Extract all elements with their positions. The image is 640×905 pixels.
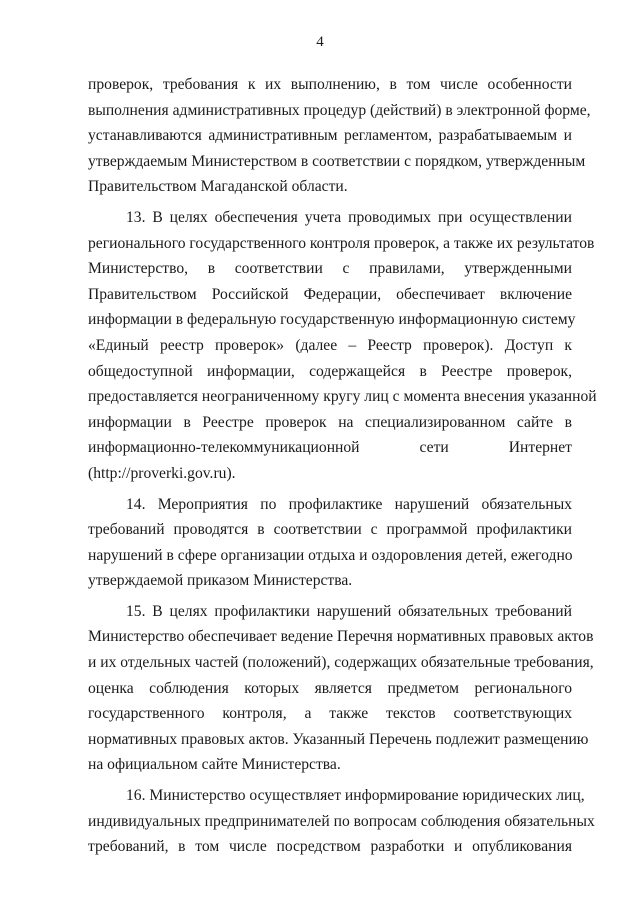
paragraph-14 xyxy=(88,492,572,594)
paragraph-13 xyxy=(88,205,597,487)
text-line: регионального государственного контроля проверок, а также их результатов xyxy=(88,234,595,252)
text-line: Министерство обеспечивает ведение Перечня нормативных правовых актов xyxy=(88,628,594,646)
text-line: 13. В целях обеспечения учета проводимых при осуществлении xyxy=(126,208,572,226)
text-line: 15. В целях профилактики нарушений обязательных требований xyxy=(126,602,572,620)
text-line: 14. Мероприятия по профилактике нарушений обязательных xyxy=(126,495,572,513)
page-number: 4 xyxy=(316,34,324,50)
text-line: на официальном сайте Министерства. xyxy=(88,756,341,774)
text-line: нарушений в сфере организации отдыха и оздоровления детей, ежегодно xyxy=(88,546,573,564)
text-line: требований, в том числе посредством разработки и опубликования xyxy=(88,838,572,856)
text-line: Правительством Магаданской области. xyxy=(88,178,348,196)
text-line: Правительством Российской Федерации, обеспечивает включение xyxy=(88,285,572,303)
text-line: информационно-телекоммуникационной сети Интернет xyxy=(88,439,572,457)
text-line: общедоступной информации, содержащейся в Реестре проверок, xyxy=(88,362,572,380)
text-line: утверждаемой приказом Министерства. xyxy=(88,572,353,590)
text-line: 16. Министерство осуществляет информирование юридических лиц, xyxy=(126,787,585,805)
text-line: информации в федеральную государственную информационную систему xyxy=(88,311,576,329)
text-line: государственного контроля, а также текстов соответствующих xyxy=(88,705,572,723)
text-line: и их отдельных частей (положений), содержащих обязательные требования, xyxy=(88,654,594,672)
text-line: устанавливаются административным регламентом, разрабатываемым и xyxy=(88,127,572,145)
text-line: Министерство, в соответствии с правилами, утвержденными xyxy=(88,260,572,278)
text-line: утверждаемым Министерством в соответствии с порядком, утвержденным xyxy=(88,152,586,170)
paragraph-continuation xyxy=(88,72,591,200)
text-line: нормативных правовых актов. Указанный Перечень подлежит размещению xyxy=(88,730,589,748)
text-line: выполнения административных процедур (действий) в электронной форме, xyxy=(88,101,591,119)
paragraph-15 xyxy=(88,599,594,778)
paragraph-16 xyxy=(88,783,595,860)
text-line: информации в Реестре проверок на специализированном сайте в xyxy=(88,413,572,431)
text-line: (http://proverki.gov.ru). xyxy=(88,464,236,482)
text-line: требований проводятся в соответствии с программой профилактики xyxy=(88,521,572,539)
text-line: предоставляется неограниченному кругу лиц с момента внесения указанной xyxy=(88,388,597,406)
text-line: оценка соблюдения которых является предметом регионального xyxy=(88,679,572,697)
document-body xyxy=(88,72,597,860)
text-line: проверок, требования к их выполнению, в том числе особенности xyxy=(88,76,572,93)
text-line: индивидуальных предпринимателей по вопросам соблюдения обязательных xyxy=(88,812,595,830)
text-line: «Единый реестр проверок» (далее – Реестр проверок). Доступ к xyxy=(88,336,572,354)
